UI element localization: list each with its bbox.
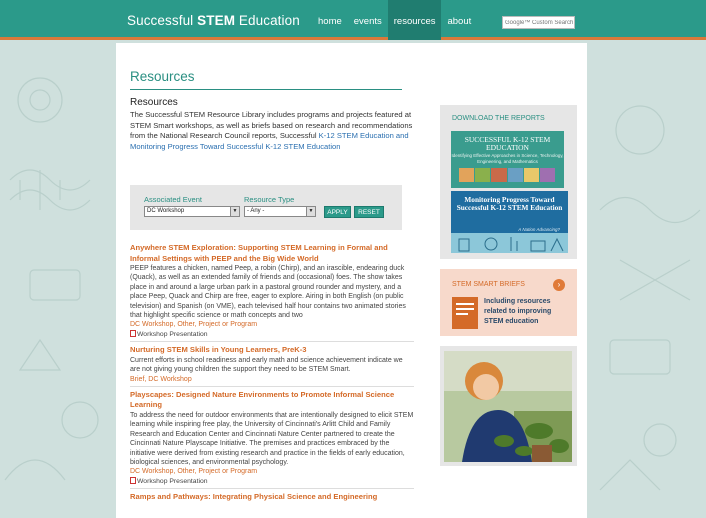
report2-title: Monitoring Progress Toward Successful K-12 STEM Education <box>456 195 563 213</box>
results-list <box>130 243 414 505</box>
list-item <box>130 492 414 503</box>
report1-title: SUCCESSFUL K-12 STEM EDUCATION <box>464 135 551 152</box>
nav-home[interactable]: home <box>318 16 342 27</box>
result-attachment[interactable] <box>130 477 414 486</box>
pdf-icon <box>130 477 136 484</box>
divider <box>130 386 414 387</box>
content-card <box>116 43 587 518</box>
type-select-value: - Any - <box>247 208 265 214</box>
filter-panel <box>130 185 402 230</box>
reports-link[interactable]: K-12 STEM Education and Monitoring Progress Toward Successful K-12 STEM Education <box>130 131 409 151</box>
cover-illustration <box>451 233 568 253</box>
result-attachment[interactable] <box>130 330 414 339</box>
briefs-heading: STEM SMART BRIEFS <box>452 281 525 288</box>
result-description: To address the need for outdoor environments that are intentionally designed to elicit STEM learning while inspiring free play, the University of Cincinnati's Arlitt Child and Family Research and Education Center and Cincinnati Nature Center partnered to create the Cincinnati Nature Playscape Initiative. The premises and practices embraced by the initiative were derived from existing research and practice in the fields of early education, biological sciences, and environmental psychology. <box>130 411 414 466</box>
event-select-value: DC Workshop <box>147 208 185 214</box>
briefs-description: Including resources related to improving STEM education <box>484 298 552 325</box>
download-reports-panel <box>440 105 577 259</box>
event-filter-label: Associated Event <box>144 195 202 204</box>
search-input[interactable] <box>502 16 575 29</box>
result-description: Current efforts in school readiness and early math and science achievement indicate we are not giving young children the support they need to be STEM Smart. <box>130 356 403 374</box>
brief-thumbnail <box>452 297 478 329</box>
result-title[interactable]: Ramps and Pathways: Integrating Physical Science and Engineering <box>130 492 378 502</box>
chevron-down-icon: ▼ <box>230 207 239 216</box>
nav-about[interactable]: about <box>447 16 472 27</box>
event-select[interactable] <box>144 206 240 217</box>
apply-button[interactable]: APPLY <box>324 206 351 218</box>
reports-heading: DOWNLOAD THE REPORTS <box>452 115 545 122</box>
section-heading: Resources <box>130 97 178 108</box>
title-divider <box>130 89 402 90</box>
result-tags[interactable]: DC Workshop, Other, Project or Program <box>130 468 258 476</box>
chevron-right-icon[interactable]: › <box>553 279 565 291</box>
result-title[interactable]: Anywhere STEM Exploration: Supporting STEM Learning in Formal and Informal Settings with PEEP and the Big Wide World <box>130 243 388 263</box>
site-logo[interactable] <box>127 13 300 28</box>
chevron-down-icon: ▼ <box>306 207 315 216</box>
type-filter-label: Resource Type <box>244 195 295 204</box>
result-tags[interactable]: DC Workshop, Other, Project or Program <box>130 321 258 329</box>
nav-events[interactable]: events <box>353 16 382 27</box>
intro-text: The Successful STEM Resource Library includes programs and projects featured at STEM Smart workshops, as well as briefs based on research and recommendations from the National Research Council reports, Successful <box>130 110 413 141</box>
reset-button[interactable]: RESET <box>354 206 384 218</box>
report-cover-successful[interactable] <box>451 131 564 188</box>
divider <box>130 488 414 489</box>
top-navigation-bar <box>0 0 706 40</box>
intro-paragraph <box>130 110 420 152</box>
page-title: Resources <box>130 69 195 84</box>
cover-photos <box>459 168 556 182</box>
attachment-label: Workshop Presentation <box>137 477 208 485</box>
brand-prefix: Successful <box>127 13 194 28</box>
report-cover-monitoring[interactable] <box>451 191 568 253</box>
result-tags[interactable]: Brief, DC Workshop <box>130 375 192 383</box>
featured-photo-panel <box>440 346 577 466</box>
list-item <box>130 390 414 486</box>
attachment-label: Workshop Presentation <box>137 330 208 338</box>
list-item <box>130 345 414 384</box>
divider <box>130 341 414 342</box>
result-title[interactable]: Nurturing STEM Skills in Young Learners, PreK-3 <box>130 345 307 355</box>
stem-smart-briefs-panel[interactable] <box>440 269 577 336</box>
brand-bold: STEM <box>197 13 236 28</box>
pdf-icon <box>130 330 136 337</box>
result-description: PEEP features a chicken, named Peep, a robin (Chirp), and an irascible, endearing duck (Quack), as well as an extended family of friends and (occasional) foes. The show takes place in and around a large urban park in a pastoral ground rounder and mystery, and a place Peep, Quack and Chirp are free, eager to explore. Airing in both English (on public television) and Spanish (on VME), each televised half hour contains two animated stories that highlight specific science or math concepts and two <box>130 265 406 320</box>
child-with-plants-photo <box>444 351 572 462</box>
report1-subtitle: Identifying Effective Approaches in Science, Technology, Engineering, and Mathematics <box>451 153 564 164</box>
report2-subtitle: A Nation Advancing? <box>518 227 560 232</box>
list-item <box>130 243 414 339</box>
result-title[interactable]: Playscapes: Designed Nature Environments to Promote Informal Science Learning <box>130 389 395 410</box>
brand-suffix: Education <box>238 13 300 28</box>
nav-resources[interactable]: resources <box>388 0 442 40</box>
type-select[interactable] <box>244 206 316 217</box>
main-nav <box>312 0 477 40</box>
